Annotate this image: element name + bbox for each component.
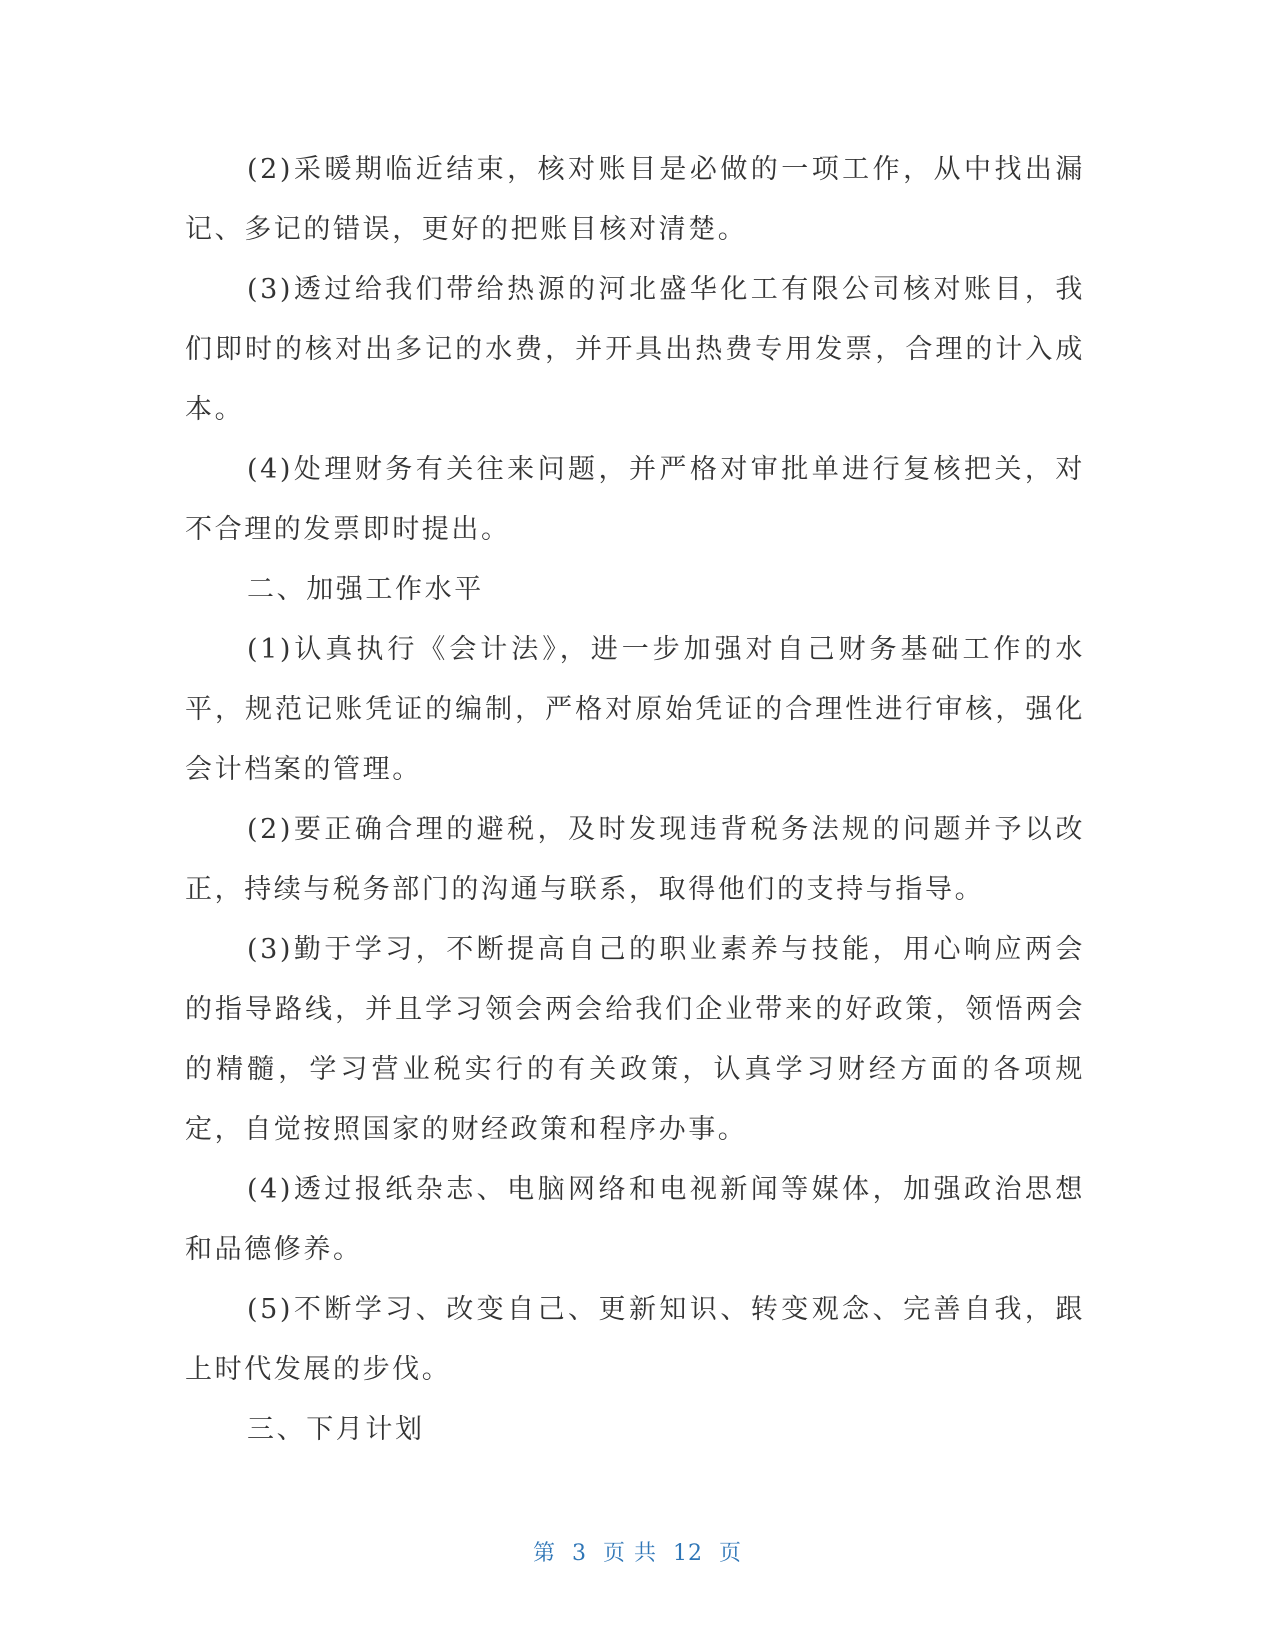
section-heading-2: 二、加强工作水平 [247, 574, 484, 605]
footer-middle: 页 共 [603, 1541, 657, 1566]
paragraph-8: (5)不断学习、改变自己、更新知识、转变观念、完善自我，跟上时代发展的步伐。 [185, 1294, 1085, 1385]
paragraph-3: (4)处理财务有关往来问题，并严格对审批单进行复核把关，对不合理的发票即时提出。 [185, 454, 1085, 545]
paragraph-1: (2)采暖期临近结束，核对账目是必做的一项工作，从中找出漏记、多记的错误，更好的把账目核对清楚。 [185, 154, 1085, 245]
page-footer [0, 1536, 1275, 1567]
paragraph-2: (3)透过给我们带给热源的河北盛华化工有限公司核对账目，我们即时的核对出多记的水费，并开具出热费专用发票，合理的计入成本。 [185, 274, 1085, 425]
footer-prefix: 第 [532, 1541, 556, 1566]
paragraph-4: (1)认真执行《会计法》，进一步加强对自己财务基础工作的水平，规范记账凭证的编制，严格对原始凭证的合理性进行审核，强化会计档案的管理。 [185, 634, 1085, 785]
paragraph-7: (4)透过报纸杂志、电脑网络和电视新闻等媒体，加强政治思想和品德修养。 [185, 1174, 1085, 1265]
footer-current-page: 3 [572, 1541, 587, 1566]
footer-suffix: 页 [719, 1541, 743, 1566]
paragraph-6: (3)勤于学习，不断提高自己的职业素养与技能，用心响应两会的指导路线，并且学习领会两会给我们企业带来的好政策，领悟两会的精髓，学习营业税实行的有关政策，认真学习财经方面的各项规定，自觉按照国家的财经政策和程序办事。 [185, 934, 1085, 1145]
footer-total-pages: 12 [673, 1541, 703, 1566]
paragraph-5: (2)要正确合理的避税，及时发现违背税务法规的问题并予以改正，持续与税务部门的沟通与联系，取得他们的支持与指导。 [185, 814, 1085, 905]
document-body [185, 140, 1085, 1460]
section-heading-3: 三、下月计划 [247, 1414, 425, 1445]
